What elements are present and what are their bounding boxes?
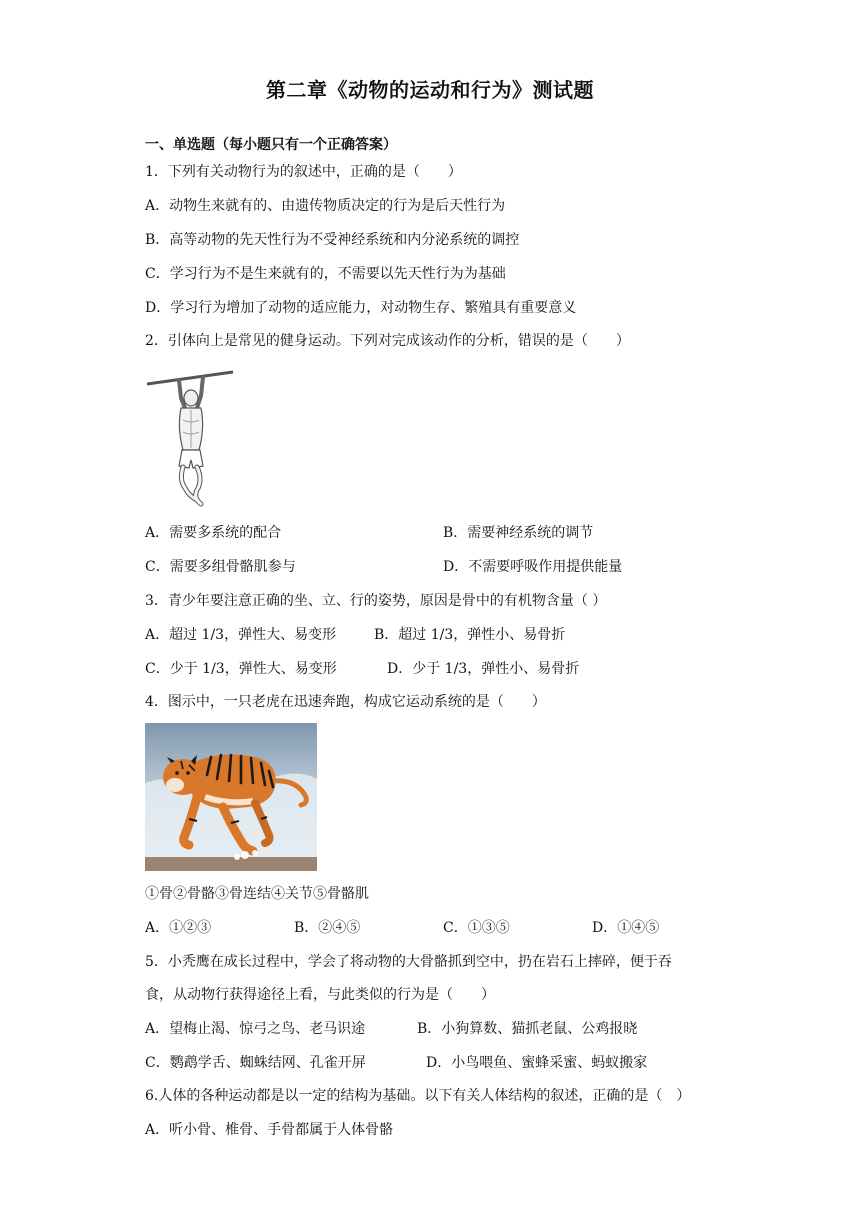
question-3-stem: 3．青少年要注意正确的坐、立、行的姿势，原因是骨中的有机物含量（ ） xyxy=(145,593,607,609)
question-5-stem-line-1: 5．小秃鹰在成长过程中，学会了将动物的大骨骼抓到空中，扔在岩石上摔碎，便于吞 xyxy=(145,954,672,970)
q2-option-c: C．需要多组骨骼肌参与 xyxy=(145,559,296,575)
section-heading: 一、单选题（每小题只有一个正确答案） xyxy=(145,137,397,153)
q4-option-b: B．②④⑤ xyxy=(294,920,361,936)
q6-option-a: A．听小骨、椎骨、手骨都属于人体骨骼 xyxy=(145,1122,394,1138)
q1-option-a: A．动物生来就有的、由遗传物质决定的行为是后天性行为 xyxy=(145,198,506,214)
q1-option-c: C．学习行为不是生来就有的，不需要以先天性行为为基础 xyxy=(145,266,506,282)
question-2-stem: 2．引体向上是常见的健身运动。下列对完成该动作的分析，错误的是（ ） xyxy=(145,333,630,349)
q4-option-d: D．①④⑤ xyxy=(592,920,660,936)
q5-option-d: D．小鸟喂鱼、蜜蜂采蜜、蚂蚁搬家 xyxy=(426,1055,648,1071)
question-5-stem-line-2: 食，从动物行获得途径上看，与此类似的行为是（ ） xyxy=(145,987,495,1003)
q2-option-d: D．不需要呼吸作用提供能量 xyxy=(443,559,623,575)
q4-option-c: C．①③⑤ xyxy=(443,920,510,936)
q3-option-c: C．少于 1/3，弹性大、易变形 xyxy=(145,661,337,677)
question-6-stem: 6.人体的各种运动都是以一定的结构为基础。以下有关人体结构的叙述，正确的是（ ） xyxy=(145,1088,691,1104)
q5-option-a: A．望梅止渴、惊弓之鸟、老马识途 xyxy=(145,1021,366,1037)
q1-option-d: D．学习行为增加了动物的适应能力，对动物生存、繁殖具有重要意义 xyxy=(145,300,577,316)
q5-option-b: B．小狗算数、猫抓老鼠、公鸡报晓 xyxy=(417,1021,638,1037)
q2-option-a: A．需要多系统的配合 xyxy=(145,525,282,541)
q2-option-b: B．需要神经系统的调节 xyxy=(443,525,594,541)
q3-option-d: D．少于 1/3，弹性小、易骨折 xyxy=(387,661,580,677)
pull-up-illustration xyxy=(145,368,235,510)
q3-option-b: B．超过 1/3，弹性小、易骨折 xyxy=(374,627,566,643)
running-tiger-photo xyxy=(145,723,317,871)
q1-option-b: B．高等动物的先天性行为不受神经系统和内分泌系统的调控 xyxy=(145,232,520,248)
q4-option-a: A．①②③ xyxy=(145,920,212,936)
question-4-note: ①骨②骨骼③骨连结④关节⑤骨骼肌 xyxy=(145,886,369,902)
q5-option-c: C．鹦鹉学舌、蜘蛛结网、孔雀开屏 xyxy=(145,1055,366,1071)
question-1-stem: 1．下列有关动物行为的叙述中，正确的是（ ） xyxy=(145,164,462,180)
page-title: 第二章《动物的运动和行为》测试题 xyxy=(266,78,594,102)
question-4-stem: 4．图示中，一只老虎在迅速奔跑，构成它运动系统的是（ ） xyxy=(145,694,546,710)
q3-option-a: A．超过 1/3，弹性大、易变形 xyxy=(145,627,337,643)
